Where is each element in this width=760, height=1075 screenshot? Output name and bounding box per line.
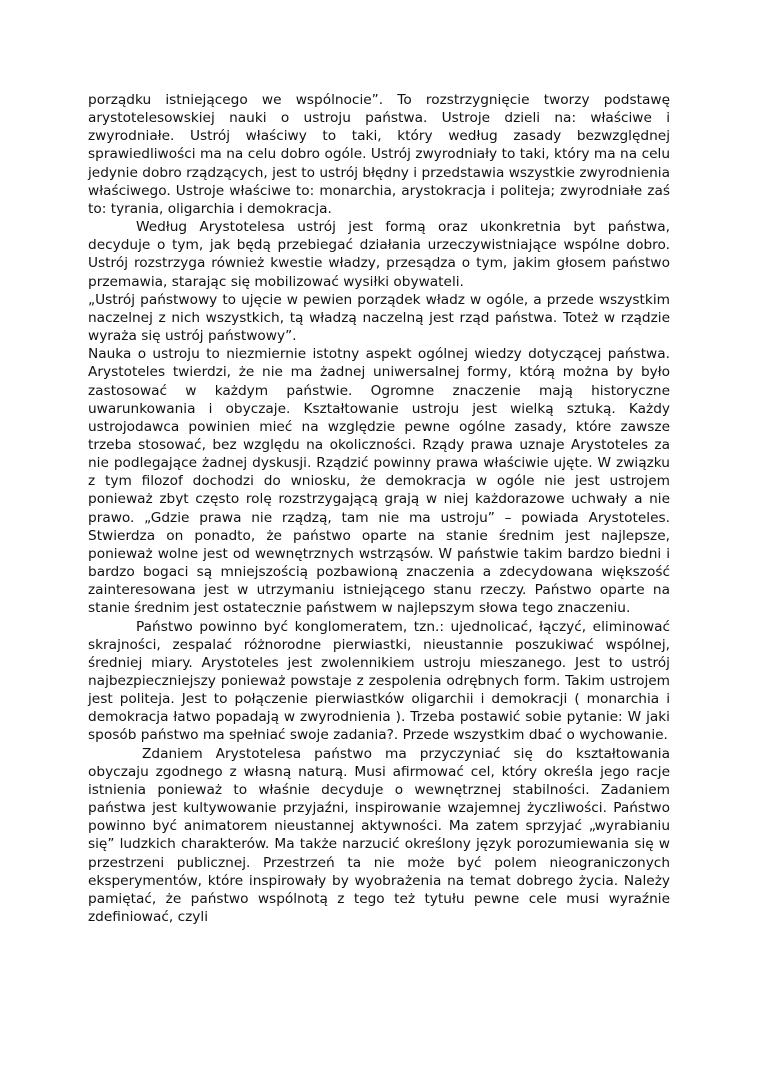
paragraph-4: Nauka o ustroju to niezmiernie istotny aspekt ogólnej wiedzy dotyczącej państwa. Arystoteles twierdzi, że nie ma żadnej uniwersalnej formy, którą można by było zastosować w każdym państwie. Ogromne znaczenie mają historyczne uwarunkowania i obyczaje. Kształtowanie ustroju jest wielką sztuką. Każdy ustrojodawca powinien mieć na względzie pewne ogólne zasady, które zawsze trzeba stosować, bez względu na okoliczności. Rządy prawa uznaje Arystoteles za nie podlegające żadnej dyskusji. Rządzić powinny prawa właściwie ujęte. W związku z tym filozof dochodzi do wniosku, że demokracja w ogóle nie jest ustrojem ponieważ zbyt często rolę rozstrzygającą grają w niej każdorazowe uchwały a nie prawo. „Gdzie prawa nie rządzą, tam nie ma ustroju” – powiada Arystoteles. Stwierdza on ponadto, że państwo oparte na stanie średnim jest najlepsze, ponieważ wolne jest od wewnętrznych wstrząsów. W państwie takim bardzo biedni i bardzo bogaci są mniejszością pozbawioną znaczenia a zdecydowana większość zainteresowana jest w utrzymaniu istniejącego stanu rzeczy. Państwo oparte na stanie średnim jest ostatecznie państwem w najlepszym słowa tego znaczeniu.: [88, 346, 670, 617]
paragraph-3-quote: „Ustrój państwowy to ujęcie w pewien porządek władz w ogóle, a przede wszystkim naczelnej z nich wszystkich, tą władzą naczelną jest rząd państwa. Toteż w rządzie wyraża się ustrój państwowy”.: [88, 291, 670, 345]
document-page: [88, 91, 670, 926]
paragraph-1: porządku istniejącego we wspólnocie”. To rozstrzygnięcie tworzy podstawę arystotelesowskiej nauki o ustroju państwa. Ustroje dzieli na: właściwe i zwyrodniałe. Ustrój właściwy to taki, który według zasady bezwzględnej sprawiedliwości ma na celu dobro ogóle. Ustrój zwyrodniały to taki, który ma na celu jedynie dobro rządzących, jest to ustrój błędny i przedstawia wszystkie zwyrodnienia właściwego. Ustroje właściwe to: monarchia, arystokracja i politeja; zwyrodniałe zaś to: tyrania, oligarchia i demokracja.: [88, 92, 670, 217]
paragraph-6: Zdaniem Arystotelesa państwo ma przyczyniać się do kształtowania obyczaju zgodnego z własną naturą. Musi afirmować cel, który określa jego racje istnienia ponieważ to właśnie decyduje o wewnętrznej stabilności. Zadaniem państwa jest kultywowanie przyjaźni, inspirowanie wzajemnej życzliwości. Państwo powinno być animatorem nieustannej aktywności. Ma zatem sprzyjać „wyrabianiu się” ludzkich charakterów. Ma także narzucić określony język porozumiewania się w przestrzeni publicznej. Przestrzeń ta nie może być polem nieograniczonych eksperymentów, które inspirowały by wyobrażenia na temat dobrego życia. Należy pamiętać, że państwo wspólnotą z tego też tytułu pewne cele musi wyraźnie zdefiniować, czyli: [88, 745, 670, 926]
paragraph-2: Według Arystotelesa ustrój jest formą oraz ukonkretnia byt państwa, decyduje o tym, jak będą przebiegać działania urzeczywistniające wspólne dobro. Ustrój rozstrzyga również kwestie władzy, przesądza o tym, jakim głosem państwo przemawia, starając się mobilizować wysiłki obywateli.: [88, 219, 670, 290]
paragraph-5: Państwo powinno być konglomeratem, tzn.: ujednolicać, łączyć, eliminować skrajności, zespalać różnorodne pierwiastki, nieustannie poszukiwać wspólnej, średniej miary. Arystoteles jest zwolennikiem ustroju mieszanego. Jest to ustrój najbezpieczniejszy ponieważ powstaje z zespolenia odrębnych form. Takim ustrojem jest politeja. Jest to połączenie pierwiastków oligarchii i demokracji ( monarchia i demokracja łatwo popadają w zwyrodnienia ). Trzeba postawić sobie pytanie: W jaki sposób państwo ma spełniać swoje zadania?. Przede wszystkim dbać o wychowanie.: [88, 618, 670, 744]
